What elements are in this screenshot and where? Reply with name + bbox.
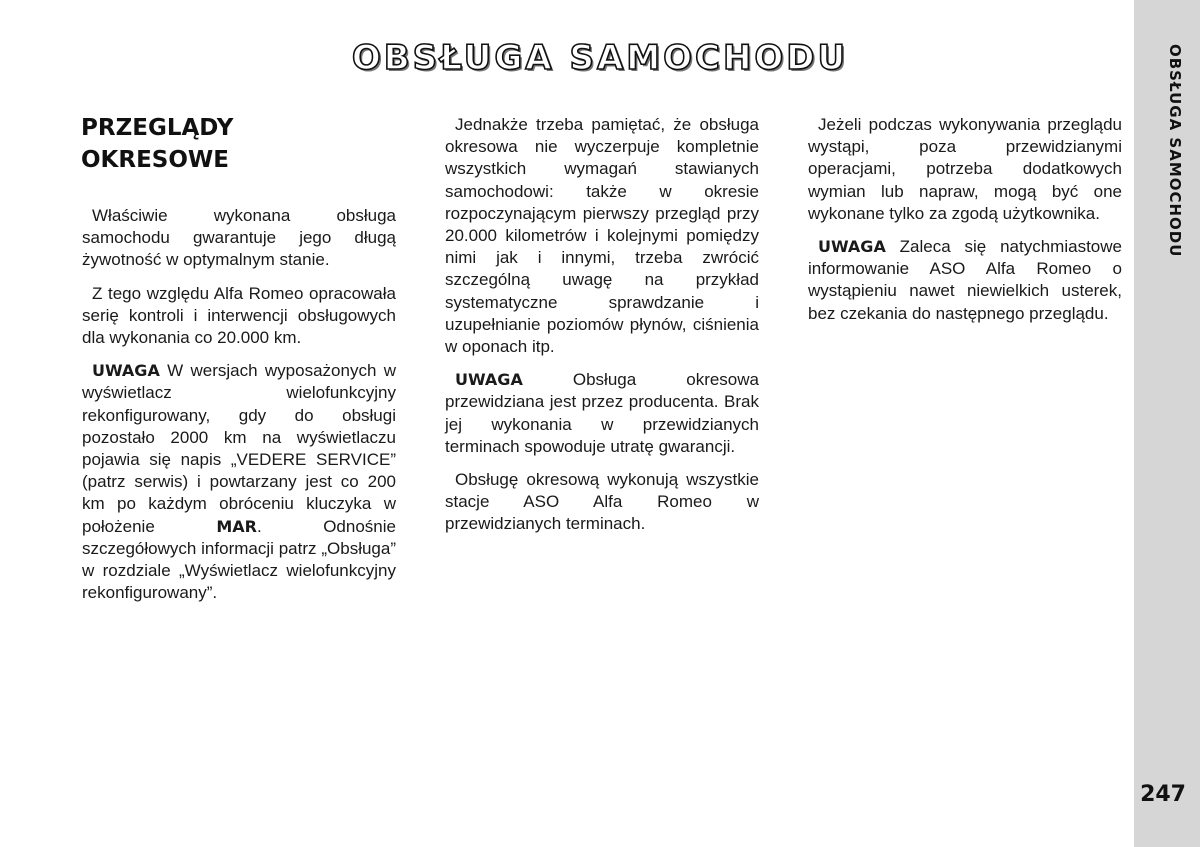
column-3 <box>808 114 1122 336</box>
side-tab-title: OBSŁUGA SAMOCHODU <box>1166 44 1184 258</box>
warning-paragraph <box>445 369 759 458</box>
warning-text: Obsługa okresowa przewidziana jest przez producenta. Brak jej wykonania w przewidzianych terminach spowoduje utratę gwarancji. <box>445 370 759 456</box>
page-title: OBSŁUGA SAMOCHODU <box>351 38 849 78</box>
section-heading-line2: OKRESOWE <box>81 147 229 173</box>
paragraph: Właściwie wykonana obsługa samochodu gwarantuje jego długą żywotność w optymalnym stanie. <box>82 206 396 270</box>
chapter-side-tab <box>1134 0 1200 847</box>
warning-label: UWAGA <box>455 370 523 390</box>
section-heading <box>81 112 233 176</box>
key-position-label: MAR <box>216 516 257 536</box>
paragraph: Jeżeli podczas wykonywania przeglądu wystąpi, poza przewidzianymi operacjami, potrzeba dodatkowych wymian lub napraw, mogą być one wykonane tylko za zgodą użytkownika. <box>808 115 1122 223</box>
column-1 <box>82 205 396 615</box>
warning-paragraph <box>808 236 1122 325</box>
page-number: 247 <box>1140 782 1186 807</box>
warning-label: UWAGA <box>818 237 886 257</box>
paragraph: Z tego względu Alfa Romeo opracowała serię kontroli i interwencji obsługowych dla wykonania co 20.000 km. <box>82 283 396 348</box>
warning-text: W wersjach wyposażonych w wyświetlacz wielofunkcyjny rekonfigurowany, gdy do obsługi pozostało 2000 km na wyświetlaczu pojawia się napis „VEDERE SERVICE” (patrz serwis) i powtarzany jest co 200 km po każdym obróceniu kluczyka w położenie <box>82 361 396 536</box>
paragraph: Jednakże trzeba pamiętać, że obsługa okresowa nie wyczerpuje kompletnie wszystkich wymagań stawianych samochodowi: także w okresie rozpoczynającym pierwszy przegląd przy 20.000 kilometrów i kolejnymi pomiędzy nimi jak i innymi, trzeba zwrócić szczególną uwagę na przykład systematyczne sprawdzanie i uzupełnianie poziomów płynów, ciśnienia w oponach itp. <box>445 115 759 357</box>
paragraph: Obsługę okresową wykonują wszystkie stacje ASO Alfa Romeo w przewidzianych terminach. <box>445 470 759 534</box>
warning-text: Zaleca się natychmiastowe informowanie ASO Alfa Romeo o wystąpieniu nawet niewielkich usterek, bez czekania do następnego przeglądu. <box>808 237 1122 323</box>
warning-paragraph <box>82 360 396 604</box>
section-heading-line1: PRZEGLĄDY <box>81 115 234 141</box>
column-2 <box>445 114 759 547</box>
warning-text: . Odnośnie szczegółowych informacji patrz „Obsługa” w rozdziale „Wyświetlacz wielofunkcyjny rekonfigurowany”. <box>82 516 396 603</box>
warning-label: UWAGA <box>92 361 160 381</box>
